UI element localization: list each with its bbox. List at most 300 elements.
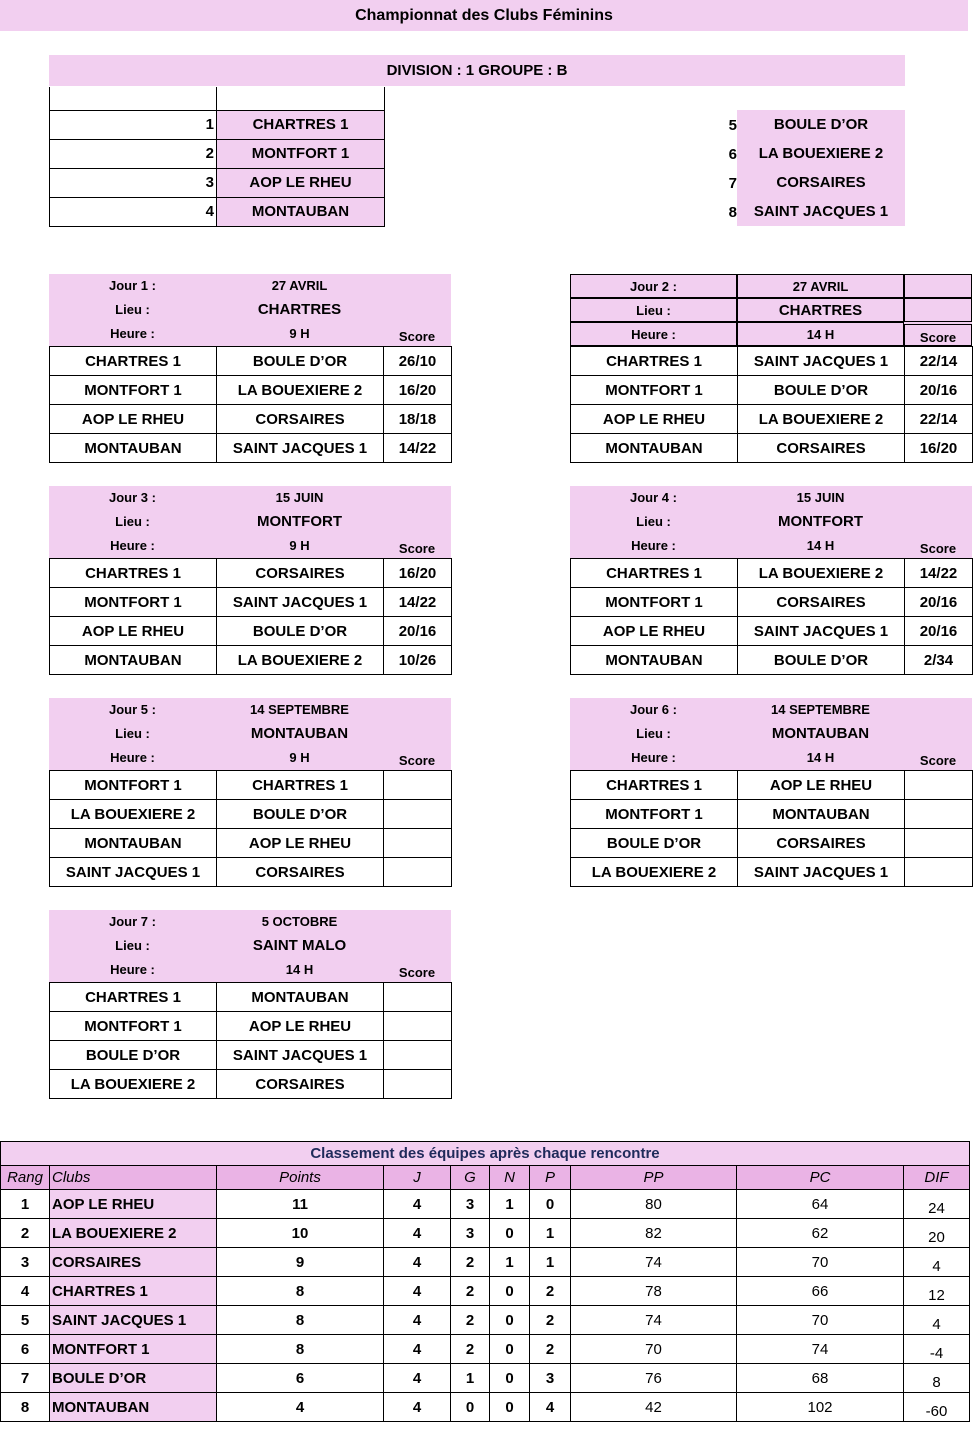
standings-drawn: 0 xyxy=(490,1335,530,1364)
standings-lost: 0 xyxy=(530,1190,571,1219)
day-time: 14 H xyxy=(737,322,904,346)
away-team: MONTAUBAN xyxy=(738,800,905,829)
match-table xyxy=(49,346,452,463)
standings-row xyxy=(1,1335,970,1364)
away-team: BOULE D’OR xyxy=(217,347,384,376)
standings-lost: 4 xyxy=(530,1393,571,1422)
standings-points-against: 70 xyxy=(737,1248,904,1277)
home-team: MONTFORT 1 xyxy=(50,1012,217,1041)
standings-difference: 20 xyxy=(904,1219,970,1248)
blank-cell xyxy=(904,298,972,322)
standings-drawn: 1 xyxy=(490,1248,530,1277)
match-row xyxy=(50,858,452,887)
standings-title: Classement des équipes après chaque rencontre xyxy=(1,1142,970,1166)
away-team: BOULE D’OR xyxy=(217,800,384,829)
standings-lost: 2 xyxy=(530,1335,571,1364)
match-score: 16/20 xyxy=(384,559,452,588)
home-team: MONTAUBAN xyxy=(50,434,217,463)
lieu-label: Lieu : xyxy=(115,514,150,529)
match-score: 18/18 xyxy=(384,405,452,434)
standings-club: SAINT JACQUES 1 xyxy=(50,1306,217,1335)
match-day-7 xyxy=(49,910,451,1099)
standings-points-for: 74 xyxy=(571,1248,737,1277)
standings-difference: 24 xyxy=(904,1190,970,1219)
team-number: 3 xyxy=(50,168,217,197)
match-score xyxy=(384,771,452,800)
day-label: Jour 1 : xyxy=(109,278,156,293)
standings-points: 4 xyxy=(217,1393,384,1422)
standings-difference: 4 xyxy=(904,1248,970,1277)
match-day-5 xyxy=(49,698,451,887)
standings-row xyxy=(1,1248,970,1277)
team-number: 5 xyxy=(728,117,737,134)
group-b-row xyxy=(715,139,905,168)
standings-points: 6 xyxy=(217,1364,384,1393)
blank-cell xyxy=(50,87,217,110)
day-place: MONTAUBAN xyxy=(771,725,870,742)
match-score xyxy=(905,858,973,887)
standings-played: 4 xyxy=(384,1219,451,1248)
home-team: CHARTRES 1 xyxy=(50,983,217,1012)
day-date: 27 AVRIL xyxy=(271,278,328,293)
match-day-6 xyxy=(570,698,972,887)
standings-lost: 1 xyxy=(530,1219,571,1248)
away-team: BOULE D’OR xyxy=(738,646,905,675)
team-number: 1 xyxy=(50,110,217,139)
match-row xyxy=(571,347,973,376)
day-date: 15 JUIN xyxy=(796,490,845,505)
score-label: Score xyxy=(398,541,436,556)
home-team: BOULE D’OR xyxy=(50,1041,217,1070)
standings-points-against: 62 xyxy=(737,1219,904,1248)
match-day-header xyxy=(570,274,972,346)
match-day-header xyxy=(49,274,451,346)
home-team: CHARTRES 1 xyxy=(50,559,217,588)
group-b-list xyxy=(715,110,905,226)
match-row xyxy=(50,559,452,588)
standings-header-row xyxy=(1,1166,970,1190)
standings-points: 8 xyxy=(217,1306,384,1335)
standings-won: 2 xyxy=(451,1277,490,1306)
standings-header-cell: PP xyxy=(571,1166,737,1190)
away-team: SAINT JACQUES 1 xyxy=(217,588,384,617)
home-team: SAINT JACQUES 1 xyxy=(50,858,217,887)
standings-points-for: 80 xyxy=(571,1190,737,1219)
standings-points-for: 82 xyxy=(571,1219,737,1248)
home-team: MONTAUBAN xyxy=(571,434,738,463)
match-row xyxy=(571,434,973,463)
standings-row xyxy=(1,1364,970,1393)
standings-difference: 4 xyxy=(904,1306,970,1335)
home-team: MONTAUBAN xyxy=(50,829,217,858)
standings-points-against: 64 xyxy=(737,1190,904,1219)
match-score: 26/10 xyxy=(384,347,452,376)
heure-label: Heure : xyxy=(110,326,155,341)
standings-rank: 7 xyxy=(1,1364,50,1393)
standings-header-cell: Rang xyxy=(1,1166,50,1190)
home-team: AOP LE RHEU xyxy=(571,405,738,434)
standings-header-cell: G xyxy=(451,1166,490,1190)
standings-played: 4 xyxy=(384,1306,451,1335)
standings-table xyxy=(0,1141,969,1422)
standings-club: CORSAIRES xyxy=(50,1248,217,1277)
day-place: CHARTRES xyxy=(737,298,904,322)
away-team: CORSAIRES xyxy=(217,405,384,434)
standings-points-against: 70 xyxy=(737,1306,904,1335)
division-banner: DIVISION : 1 GROUPE : B xyxy=(49,55,905,86)
standings-points: 10 xyxy=(217,1219,384,1248)
match-score xyxy=(384,829,452,858)
away-team: BOULE D’OR xyxy=(738,376,905,405)
day-place: SAINT MALO xyxy=(252,937,347,954)
match-score xyxy=(905,771,973,800)
standings-row xyxy=(1,1277,970,1306)
standings-played: 4 xyxy=(384,1190,451,1219)
standings-rank: 3 xyxy=(1,1248,50,1277)
match-row xyxy=(571,771,973,800)
home-team: CHARTRES 1 xyxy=(571,771,738,800)
match-row xyxy=(50,434,452,463)
score-label: Score xyxy=(398,329,436,344)
match-score xyxy=(384,1041,452,1070)
away-team: LA BOUEXIERE 2 xyxy=(738,405,905,434)
group-a-row xyxy=(50,168,385,197)
standings-played: 4 xyxy=(384,1393,451,1422)
home-team: AOP LE RHEU xyxy=(50,405,217,434)
team-number: 4 xyxy=(50,197,217,226)
standings-points-for: 74 xyxy=(571,1306,737,1335)
day-time: 14 H xyxy=(806,538,835,553)
match-row xyxy=(50,617,452,646)
day-time: 14 H xyxy=(806,750,835,765)
day-date: 5 OCTOBRE xyxy=(261,914,338,929)
match-day-header xyxy=(49,486,451,558)
day-label: Jour 3 : xyxy=(109,490,156,505)
day-label: Jour 7 : xyxy=(109,914,156,929)
match-table xyxy=(49,558,452,675)
match-day-4 xyxy=(570,486,972,675)
heure-label: Heure : xyxy=(631,538,676,553)
match-row xyxy=(571,858,973,887)
home-team: AOP LE RHEU xyxy=(50,617,217,646)
match-score: 20/16 xyxy=(905,376,973,405)
away-team: CORSAIRES xyxy=(738,829,905,858)
standings-header-cell: N xyxy=(490,1166,530,1190)
match-row xyxy=(50,771,452,800)
away-team: AOP LE RHEU xyxy=(217,829,384,858)
standings-won: 1 xyxy=(451,1364,490,1393)
match-row xyxy=(571,646,973,675)
standings-drawn: 0 xyxy=(490,1364,530,1393)
home-team: MONTFORT 1 xyxy=(50,376,217,405)
standings-difference: 12 xyxy=(904,1277,970,1306)
match-row xyxy=(50,1012,452,1041)
match-day-2 xyxy=(570,274,972,463)
away-team: CHARTRES 1 xyxy=(217,771,384,800)
team-name: AOP LE RHEU xyxy=(217,168,385,197)
standings-rank: 2 xyxy=(1,1219,50,1248)
home-team: MONTFORT 1 xyxy=(571,376,738,405)
group-a-row xyxy=(50,110,385,139)
match-row xyxy=(571,800,973,829)
home-team: MONTFORT 1 xyxy=(571,588,738,617)
match-score: 16/20 xyxy=(384,376,452,405)
heure-label: Heure : xyxy=(631,750,676,765)
match-day-header xyxy=(49,698,451,770)
away-team: SAINT JACQUES 1 xyxy=(738,347,905,376)
team-name: CHARTRES 1 xyxy=(217,110,385,139)
match-row xyxy=(571,617,973,646)
standings-club: MONTAUBAN xyxy=(50,1393,217,1422)
match-score: 14/22 xyxy=(384,588,452,617)
standings-points-against: 74 xyxy=(737,1335,904,1364)
day-label: Jour 5 : xyxy=(109,702,156,717)
standings-rank: 6 xyxy=(1,1335,50,1364)
score-label: Score xyxy=(398,965,436,980)
score-label: Score xyxy=(919,753,957,768)
lieu-label: Lieu : xyxy=(636,726,671,741)
lieu-label: Lieu : xyxy=(636,514,671,529)
standings-header-cell: DIF xyxy=(904,1166,970,1190)
score-label: Score xyxy=(919,541,957,556)
standings-played: 4 xyxy=(384,1277,451,1306)
standings-drawn: 0 xyxy=(490,1393,530,1422)
home-team: MONTFORT 1 xyxy=(50,588,217,617)
match-row xyxy=(571,405,973,434)
home-team: CHARTRES 1 xyxy=(571,347,738,376)
day-time: 14 H xyxy=(285,962,314,977)
standings-points-for: 78 xyxy=(571,1277,737,1306)
day-place: CHARTRES xyxy=(257,301,342,318)
standings-club: AOP LE RHEU xyxy=(50,1190,217,1219)
match-day-header xyxy=(570,486,972,558)
match-row xyxy=(50,983,452,1012)
day-date: 14 SEPTEMBRE xyxy=(771,702,870,717)
match-table xyxy=(570,558,973,675)
team-name: CORSAIRES xyxy=(737,168,905,197)
home-team: CHARTRES 1 xyxy=(571,559,738,588)
standings-rank: 1 xyxy=(1,1190,50,1219)
lieu-label: Lieu : xyxy=(570,298,737,322)
heure-label: Heure : xyxy=(110,538,155,553)
match-row xyxy=(50,588,452,617)
away-team: SAINT JACQUES 1 xyxy=(738,617,905,646)
lieu-label: Lieu : xyxy=(115,302,150,317)
day-label: Jour 6 : xyxy=(630,702,677,717)
match-row xyxy=(50,347,452,376)
day-time: 9 H xyxy=(289,538,310,553)
standings-header-cell: Points xyxy=(217,1166,384,1190)
standings-row xyxy=(1,1393,970,1422)
blank-cell xyxy=(904,274,972,298)
match-row xyxy=(571,829,973,858)
group-b-row xyxy=(715,110,905,139)
day-time: 9 H xyxy=(289,326,310,341)
group-a-row xyxy=(50,139,385,168)
standings-lost: 2 xyxy=(530,1277,571,1306)
match-row xyxy=(50,829,452,858)
heure-label: Heure : xyxy=(570,322,737,346)
standings-club: BOULE D’OR xyxy=(50,1364,217,1393)
standings-row xyxy=(1,1306,970,1335)
away-team: AOP LE RHEU xyxy=(738,771,905,800)
standings-drawn: 0 xyxy=(490,1219,530,1248)
match-score: 20/16 xyxy=(905,617,973,646)
match-row xyxy=(571,559,973,588)
team-number: 6 xyxy=(728,146,737,163)
standings-points: 9 xyxy=(217,1248,384,1277)
standings-row xyxy=(1,1219,970,1248)
standings-points: 11 xyxy=(217,1190,384,1219)
standings-rank: 8 xyxy=(1,1393,50,1422)
away-team: CORSAIRES xyxy=(217,1070,384,1099)
standings-difference: -60 xyxy=(904,1393,970,1422)
match-day-header xyxy=(570,698,972,770)
standings-points-for: 42 xyxy=(571,1393,737,1422)
match-score xyxy=(905,800,973,829)
day-place: MONTFORT xyxy=(778,513,863,530)
match-row xyxy=(50,1041,452,1070)
standings-difference: 8 xyxy=(904,1364,970,1393)
day-date: 14 SEPTEMBRE xyxy=(250,702,349,717)
match-score: 14/22 xyxy=(384,434,452,463)
group-a-blank-row xyxy=(50,87,385,110)
away-team: CORSAIRES xyxy=(738,588,905,617)
standings-lost: 2 xyxy=(530,1306,571,1335)
standings-won: 2 xyxy=(451,1248,490,1277)
match-table xyxy=(570,346,973,463)
home-team: MONTFORT 1 xyxy=(571,800,738,829)
team-name: BOULE D’OR xyxy=(737,110,905,139)
standings-rank: 5 xyxy=(1,1306,50,1335)
standings-points: 8 xyxy=(217,1277,384,1306)
standings-points-against: 102 xyxy=(737,1393,904,1422)
standings-club: MONTFORT 1 xyxy=(50,1335,217,1364)
standings-points-against: 68 xyxy=(737,1364,904,1393)
home-team: MONTAUBAN xyxy=(571,646,738,675)
match-row xyxy=(50,800,452,829)
away-team: CORSAIRES xyxy=(217,559,384,588)
home-team: LA BOUEXIERE 2 xyxy=(571,858,738,887)
match-score: 10/26 xyxy=(384,646,452,675)
group-a-row xyxy=(50,197,385,226)
home-team: MONTFORT 1 xyxy=(50,771,217,800)
match-row xyxy=(50,1070,452,1099)
standings-header-cell: Clubs xyxy=(50,1166,217,1190)
standings-played: 4 xyxy=(384,1364,451,1393)
standings-header-cell: PC xyxy=(737,1166,904,1190)
away-team: MONTAUBAN xyxy=(217,983,384,1012)
match-score: 14/22 xyxy=(905,559,973,588)
match-score xyxy=(905,829,973,858)
match-score: 16/20 xyxy=(905,434,973,463)
team-number: 8 xyxy=(728,204,737,221)
standings-won: 2 xyxy=(451,1335,490,1364)
heure-label: Heure : xyxy=(110,962,155,977)
match-score xyxy=(384,1070,452,1099)
match-row xyxy=(50,646,452,675)
match-row xyxy=(50,376,452,405)
day-label: Jour 4 : xyxy=(630,490,677,505)
match-row xyxy=(571,588,973,617)
match-score: 22/14 xyxy=(905,347,973,376)
standings-played: 4 xyxy=(384,1335,451,1364)
standings-points: 8 xyxy=(217,1335,384,1364)
blank-cell xyxy=(217,87,385,110)
away-team: CORSAIRES xyxy=(217,858,384,887)
match-table xyxy=(570,770,973,887)
match-row xyxy=(571,376,973,405)
group-a-table xyxy=(49,87,385,227)
match-score xyxy=(384,858,452,887)
away-team: LA BOUEXIERE 2 xyxy=(217,376,384,405)
standings-club: LA BOUEXIERE 2 xyxy=(50,1219,217,1248)
home-team: LA BOUEXIERE 2 xyxy=(50,800,217,829)
standings-difference: -4 xyxy=(904,1335,970,1364)
day-time: 9 H xyxy=(289,750,310,765)
match-score: 20/16 xyxy=(384,617,452,646)
standings-won: 0 xyxy=(451,1393,490,1422)
away-team: CORSAIRES xyxy=(738,434,905,463)
team-number: 2 xyxy=(50,139,217,168)
match-score: 22/14 xyxy=(905,405,973,434)
group-b-row xyxy=(715,197,905,226)
score-label: Score xyxy=(904,324,972,346)
standings-club: CHARTRES 1 xyxy=(50,1277,217,1306)
team-name: MONTAUBAN xyxy=(217,197,385,226)
standings-played: 4 xyxy=(384,1248,451,1277)
standings-points-for: 70 xyxy=(571,1335,737,1364)
standings-points-for: 76 xyxy=(571,1364,737,1393)
standings-lost: 3 xyxy=(530,1364,571,1393)
page-title: Championnat des Clubs Féminins xyxy=(0,0,968,31)
lieu-label: Lieu : xyxy=(115,938,150,953)
standings-drawn: 1 xyxy=(490,1190,530,1219)
standings-rank: 4 xyxy=(1,1277,50,1306)
home-team: LA BOUEXIERE 2 xyxy=(50,1070,217,1099)
day-place: MONTFORT xyxy=(257,513,342,530)
team-number: 7 xyxy=(728,175,737,192)
match-score: 2/34 xyxy=(905,646,973,675)
day-date: 27 AVRIL xyxy=(737,274,904,298)
standings-won: 3 xyxy=(451,1190,490,1219)
match-score xyxy=(384,983,452,1012)
match-day-1 xyxy=(49,274,451,463)
standings-drawn: 0 xyxy=(490,1277,530,1306)
team-name: SAINT JACQUES 1 xyxy=(737,197,905,226)
standings-drawn: 0 xyxy=(490,1306,530,1335)
match-score: 20/16 xyxy=(905,588,973,617)
away-team: SAINT JACQUES 1 xyxy=(738,858,905,887)
home-team: BOULE D’OR xyxy=(571,829,738,858)
home-team: AOP LE RHEU xyxy=(571,617,738,646)
away-team: LA BOUEXIERE 2 xyxy=(738,559,905,588)
day-label: Jour 2 : xyxy=(570,274,737,298)
match-row xyxy=(50,405,452,434)
match-table xyxy=(49,770,452,887)
group-b-row xyxy=(715,168,905,197)
standings-lost: 1 xyxy=(530,1248,571,1277)
lieu-label: Lieu : xyxy=(115,726,150,741)
home-team: MONTAUBAN xyxy=(50,646,217,675)
match-day-header xyxy=(49,910,451,982)
score-label: Score xyxy=(398,753,436,768)
away-team: SAINT JACQUES 1 xyxy=(217,434,384,463)
home-team: CHARTRES 1 xyxy=(50,347,217,376)
match-score xyxy=(384,800,452,829)
away-team: SAINT JACQUES 1 xyxy=(217,1041,384,1070)
standings-points-against: 66 xyxy=(737,1277,904,1306)
